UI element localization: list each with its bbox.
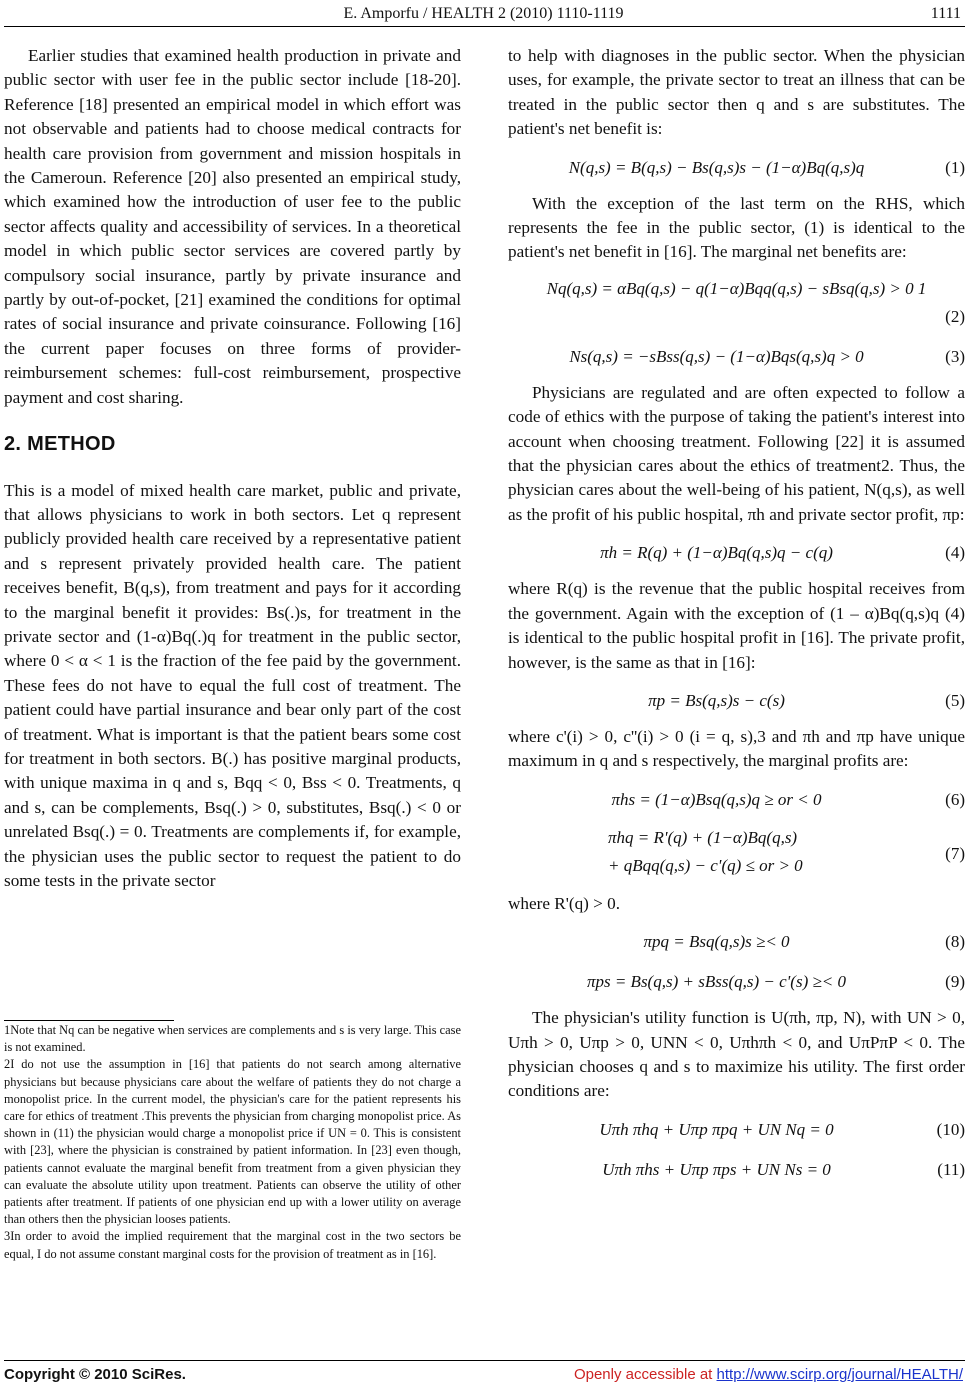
equation-4	[508, 537, 965, 567]
paragraph-method: This is a model of mixed health care market, public and private, that allows physicians to work in both sectors. Let q represent publicly provided health care received by a representative patient and s represent privately provided health care. The patient receives benefit, B(q,s), from treatment and pays for it according to the marginal benefit it provides: Bs(.)s, for treatment in the private sector and (1-α)Bq(.)q for treatment in the public sector, where 0 < α < 1 is the fraction of the fee paid by the government. These fees do not have to equal the full cost of treatment. The patient could have partial insurance and bear only part of the cost of treatment. What is important is that the patient bears some cost for treatment in both sectors. B(.) has positive marginal products, with unique maxima in q and s, Bqq < 0, Bss < 0. Treatments, q and s, can be complements, Bsq(.) > 0, substitutes, Bsq(.) < 0 or unrelated Bsq(.) = 0. Treatments are complements if, for example, the physician uses the public sector to request the patient to do some tests in the private sector	[4, 480, 461, 890]
equation-9-expr: πps = Bs(q,s) + sBss(q,s) − c'(s) ≥< 0	[586, 972, 847, 992]
equation-8	[508, 926, 965, 956]
equation-1-number: (1)	[945, 157, 965, 177]
equation-7-line-1: πhq = R'(q) + (1−α)Bq(q,s)	[608, 827, 798, 847]
equation-11	[508, 1154, 965, 1184]
equation-4-expr: πh = R(q) + (1−α)Bq(q,s)q − c(q)	[600, 543, 833, 563]
footnote-3: 3In order to avoid the implied requirement that the marginal cost in the two sectors be equal, I do not assume constant marginal costs for the provision of treatment as in [16].	[4, 1229, 461, 1261]
footnote-1: 1Note that Nq can be negative when services are complements and s is very large. This case is not examined.	[4, 1023, 461, 1055]
open-access-text: Openly accessible at	[573, 1366, 713, 1383]
footer-rule	[4, 1360, 965, 1361]
equation-6	[508, 784, 965, 814]
paragraph-marginal-benefits: With the exception of the last term on the RHS, which represents the fee in the public sector, (1) is identical to the patient's net benefit in [16]. The marginal net benefits are:	[508, 193, 965, 262]
equation-2-expr: Nq(q,s) = αBq(q,s) − q(1−α)Bqq(q,s) − sBsq(q,s) > 0 1	[546, 278, 927, 298]
footnotes	[4, 1022, 461, 1263]
paragraph-utility-function: The physician's utility function is U(πh, πp, N), with UN > 0, Uπh > 0, Uπp > 0, UNN < 0, Uπhπh < 0, and UπPπP < 0. The physician chooses q and s to maximize his utility. The first order conditions are:	[508, 1008, 965, 1101]
equation-9-number: (9)	[945, 972, 965, 992]
equation-6-expr: πhs = (1−α)Bsq(q,s)q ≥ or < 0	[611, 789, 822, 809]
page-footer	[0, 1366, 967, 1386]
equation-3-number: (3)	[945, 346, 965, 366]
page-number: 1111	[930, 5, 961, 22]
equation-4-number: (4)	[945, 543, 965, 563]
equation-5-expr: πp = Bs(q,s)s − c(s)	[648, 690, 785, 710]
copyright-notice: Copyright © 2010 SciRes.	[4, 1366, 186, 1383]
equation-5-number: (5)	[945, 690, 965, 710]
equation-7	[508, 824, 965, 882]
equation-5	[508, 685, 965, 715]
header-rule	[4, 26, 965, 27]
equation-1	[508, 152, 965, 182]
equation-8-expr: πpq = Bsq(q,s)s ≥< 0	[643, 932, 790, 952]
equation-2	[508, 275, 965, 331]
equation-7-line-2: + qBqq(q,s) − c'(q) ≤ or > 0	[608, 855, 803, 875]
paragraph-marginal-profits: where c'(i) > 0, c''(i) > 0 (i = q, s),3 and πh and πp have unique maximum in q and s respectively, the marginal profits are:	[508, 726, 965, 771]
equation-10	[508, 1114, 965, 1144]
equation-1-expr: N(q,s) = B(q,s) − Bs(q,s)s − (1−α)Bq(q,s)q	[568, 157, 865, 177]
equation-2-number: (2)	[945, 306, 965, 326]
equation-9	[508, 966, 965, 996]
paragraph-revenue: where R(q) is the revenue that the public hospital receives from the government. Again with the exception of (1 – α)Bq(q,s)q (4) is identical to the public hospital profit in [16]. The private profit, however, is the same as that in [16]:	[508, 579, 965, 672]
open-access-note	[574, 1366, 963, 1383]
equation-10-number: (10)	[936, 1119, 965, 1139]
equation-6-number: (6)	[945, 789, 965, 809]
equation-10-expr: Uπh πhq + Uπp πpq + UN Nq = 0	[599, 1119, 834, 1139]
paragraph-revenue-condition: where R'(q) > 0.	[508, 893, 621, 913]
running-header	[0, 2, 967, 26]
equation-11-expr: Uπh πhs + Uπp πps + UN Ns = 0	[602, 1159, 831, 1179]
running-title: E. Amporfu / HEALTH 2 (2010) 1110-1119	[343, 5, 624, 22]
left-column	[4, 44, 461, 893]
footnote-rule	[4, 1020, 174, 1021]
equation-3	[508, 341, 965, 371]
journal-link[interactable]: http://www.scirp.org/journal/HEALTH/	[716, 1366, 963, 1383]
equation-11-number: (11)	[937, 1159, 965, 1179]
equation-8-number: (8)	[945, 932, 965, 952]
equation-7-number: (7)	[945, 843, 965, 863]
paragraph-physician-ethics: Physicians are regulated and are often expected to follow a code of ethics with the purpose of taking the patient's interest into account when choosing treatment. Following [22] it is assumed that the physician cares about the ethics of treatment2. Thus, the physician cares about the well-being of his patient, N(q,s), as well as the profit of his public hospital, πh and private sector profit, πp:	[508, 382, 965, 524]
paragraph-related-work: Earlier studies that examined health production in private and public sector with user fee in the public sector include [18-20]. Reference [18] presented an empirical model in which effort was not observable and patients had to choose medical contracts for health care provision from government and mission hospitals in the Cameroun. Reference [20] also presented an empirical study, which examined how the introduction of user fee to the public sector affects quality and accessibility of services. In a theoretical model in which public sector services are covered partly by compulsory social insurance, partly by private insurance and partly by out-of-pocket, [21] examined the conditions for optimal rates of social insurance and private coinsurance. Following [16] the current paper focuses on three forms of provider-reimbursement schemes: full-cost reimbursement, prospective payment and cost sharing.	[4, 46, 461, 407]
paragraph-net-benefit: to help with diagnoses in the public sector. When the physician uses, for example, the private sector to treat an illness that can be treated in the public sector then q and s are substitutes. The patient's net benefit is:	[508, 46, 965, 139]
right-column	[508, 44, 965, 1194]
footnote-2: 2I do not use the assumption in [16] that patients do not search among alternative physicians but because physicians care about the welfare of patients they do not charge a monopolist price. In the current model, the physician's care for the patient represents his care for ethics of treatment .This prevents the physician from charging monopolist price. As shown in (11) the physician would charge a monopolist price if UN = 0. This is consistent with [23], where the physician is constrained by patient information. In [23] even though, patients cannot evaluate the marginal benefit from treatment from a given physician they can evaluate the absolute utility upon treatment. Patients can observe the utility of other patients after treatment. If patients of one physician end up with a lower utility on average than others then the physician looses patients.	[4, 1057, 461, 1227]
equation-3-expr: Ns(q,s) = −sBss(q,s) − (1−α)Bqs(q,s)q > 0	[569, 346, 864, 366]
section-heading: 2. METHOD	[4, 433, 116, 456]
